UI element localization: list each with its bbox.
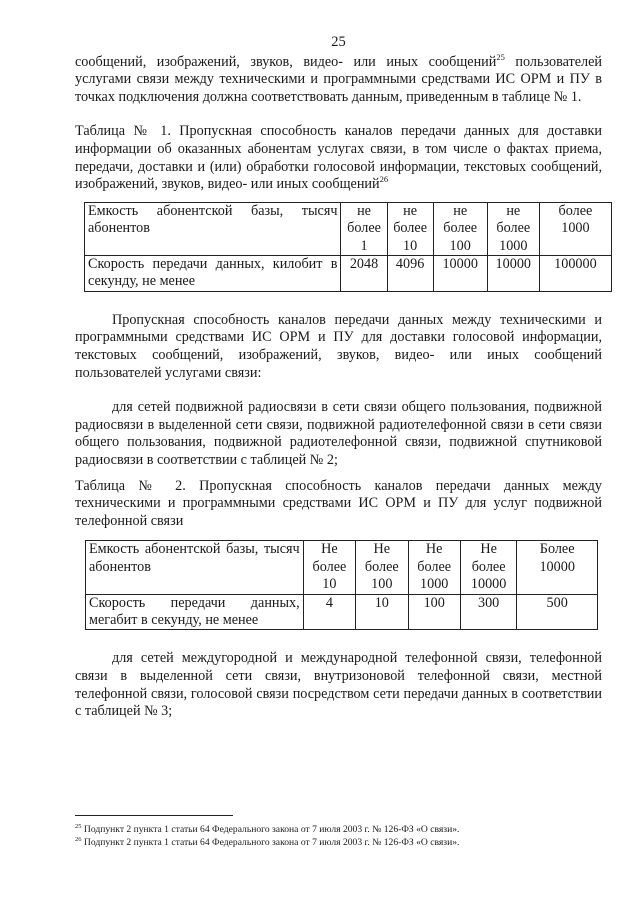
table-row (85, 202, 612, 255)
intro-text-after: пользователей услугами связи между техническими и программными средствами ИС ОРМ и ПУ в точках подключения должна соответствовать данным, приведенным в таблице № 1. (75, 53, 602, 105)
table1-header-label: Емкость абонентской базы, тысяч абонентов (85, 202, 341, 255)
table1-value-cell: 10000 (433, 255, 487, 291)
table-1 (84, 202, 612, 292)
table2-value-cell: 500 (517, 594, 598, 630)
table1-value-cell: 2048 (341, 255, 387, 291)
table2-header-cell: Не более 100 (356, 541, 408, 594)
table2-header-cell: Не более 10 (303, 541, 355, 594)
paragraph-mobile-networks: для сетей подвижной радиосвязи в сети связи общего пользования, подвижной радиосвязи в выделенной сети связи, подвижной радиотелефонной связи в сети связи общего пользования, подвижной радиотелефонной связи, подвижной спутниковой радиосвязи в соответствии с таблицей № 2; (75, 399, 602, 468)
table2-header-label: Емкость абонентской базы, тысяч абонентов (86, 541, 304, 594)
footnotes (75, 815, 602, 849)
table2-value-cell: 300 (460, 594, 516, 630)
document-page (75, 34, 602, 721)
table2-value-cell: 10 (356, 594, 408, 630)
table-row (86, 594, 598, 630)
table1-header-cell: не более 1 (341, 202, 387, 255)
table2-caption: Таблица № 2. Пропускная способность каналов передачи данных между техническими и программными средствами ИС ОРМ и ПУ для услуг подвижной телефонной связи (75, 477, 602, 529)
table2-value-cell: 100 (408, 594, 460, 630)
table-row (86, 541, 598, 594)
table-row (85, 255, 612, 291)
table1-row-label: Скорость передачи данных, килобит в секунду, не менее (85, 255, 341, 291)
footnote-25: $^{25}$ Подпункт 2 пункта 1 статьи 64 Федерального закона от 7 июля 2003 г. № 126-ФЗ «О связи». (75, 823, 460, 835)
table2-header-cell: Не более 10000 (460, 541, 516, 594)
paragraph-long-distance-networks: для сетей междугородной и международной телефонной связи, телефонной связи в выделенной сети связи, внутризоновой телефонной связи, местной телефонной связи, голосовой связи посредством сети передачи данных в соответствии с таблицей № 3; (75, 650, 602, 720)
table1-caption: Таблица № 1. Пропускная способность каналов передачи данных для доставки информации об оказанных абонентам услугах связи, в том числе о фактах приема, передачи, доставки и (или) обработки голосовой информации, текстовых сообщений, изображений, звуков, видео- или иных сообщений$^{26}$ (75, 123, 602, 193)
table2-value-cell: 4 (303, 594, 355, 630)
intro-paragraph (75, 51, 602, 107)
table2-header-cell: Не более 1000 (408, 541, 460, 594)
table1-header-cell: не более 10 (387, 202, 433, 255)
table1-value-cell: 10000 (487, 255, 539, 291)
footnote-ref-26[interactable]: 26 (379, 174, 389, 185)
table1-value-cell: 100000 (539, 255, 611, 291)
intro-text-before: сообщений, изображений, звуков, видео- или иных сообщений (75, 53, 497, 70)
table2-row-label: Скорость передачи данных, мегабит в секунду, не менее (86, 594, 304, 630)
table1-header-cell: более 1000 (539, 202, 611, 255)
table-2 (85, 540, 598, 630)
footnote-26: $^{26}$ Подпункт 2 пункта 1 статьи 64 Федерального закона от 7 июля 2003 г. № 126-ФЗ «О связи». (75, 836, 460, 848)
footnote-ref-25[interactable]: 25 (496, 51, 505, 62)
footnote-divider (75, 815, 233, 816)
table1-header-cell: не более 1000 (487, 202, 539, 255)
table1-value-cell: 4096 (387, 255, 433, 291)
paragraph-throughput: Пропускная способность каналов передачи данных между техническими и программными средствами ИС ОРМ и ПУ для доставки голосовой информации, текстовых сообщений, изображений, звуков, видео- или иных сообщений пользователей услугами связи: (75, 311, 602, 381)
page-number: 25 (331, 34, 346, 50)
table1-header-cell: не более 100 (433, 202, 487, 255)
table2-header-cell: Более 10000 (517, 541, 598, 594)
